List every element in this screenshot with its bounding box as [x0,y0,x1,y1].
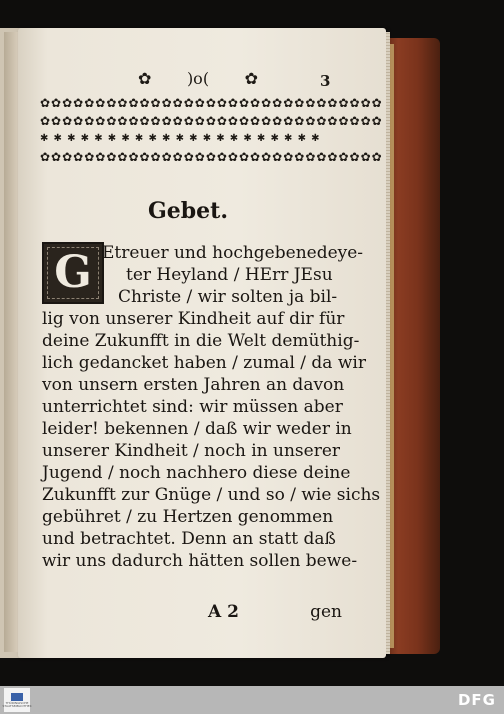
text-line: leider! bekennen / daß wir weder in [42,419,352,439]
border-row: ✿✿✿✿✿✿✿✿✿✿✿✿✿✿✿✿✿✿✿✿✿✿✿✿✿✿✿✿✿✿✿ [40,96,383,110]
viewer-footer-bar [0,686,504,714]
text-line: lich gedancket haben / zumal / da wir [42,353,366,373]
initial-letter: G [54,247,92,298]
text-line: lig von unserer Kindheit auf dir für [42,309,345,329]
decorative-border [40,96,383,182]
text-line: Jugend / noch nachhero diese deine [42,463,351,483]
dfg-logo[interactable]: DFG [457,691,496,709]
text-line: von unsern ersten Jahren an davon [42,375,345,395]
decorated-initial [42,242,104,304]
head-ornament [138,68,258,88]
text-line: gebühret / zu Hertzen genommen [42,507,334,527]
text-line: Zukunfft zur Gnüge / und so / wie sichs [42,485,381,505]
book-cover-edge [384,38,440,654]
border-row: ✿✿✿✿✿✿✿✿✿✿✿✿✿✿✿✿✿✿✿✿✿✿✿✿✿✿✿✿✿✿✿ [40,114,383,128]
border-row: ✿✿✿✿✿✿✿✿✿✿✿✿✿✿✿✿✿✿✿✿✿✿✿✿✿✿✿✿✿✿✿ [40,150,383,164]
page-number: 3 [320,72,331,90]
library-logo-mark [11,693,23,701]
signature-mark: A 2 [208,602,239,622]
text-line: deine Zukunfft in die Welt demüthig- [42,331,360,351]
text-line: unserer Kindheit / noch in unserer [42,441,341,461]
ornament-center: )o( [186,68,210,88]
library-logo-text: THÜRINGISCHE STAATSBIBLIOTHEK [2,700,32,708]
page-footer-line [42,602,342,624]
text-line: und betrachtet. Denn an statt daß [42,529,336,549]
catchword: gen [310,602,342,622]
library-logo[interactable] [4,688,30,712]
text-line: ter Heyland / HErr JEsu [126,265,333,285]
text-line: wir uns dadurch hätten sollen bewe- [42,551,358,571]
page-stack-edge [386,32,390,654]
section-title: Gebet. [148,198,228,224]
book-page [18,28,386,658]
ornament-right-flower: ✿ [244,68,258,88]
ornament-left-flower: ✿ [138,68,152,88]
text-line: unterrichtet sind: wir müssen aber [42,397,343,417]
border-row: ✱ ✱ ✱ ✱ ✱ ✱ ✱ ✱ ✱ ✱ ✱ ✱ ✱ ✱ ✱ ✱ ✱ ✱ ✱ ✱ ✱ [40,133,321,144]
text-line: Etreuer und hochgebenedeye- [102,243,364,263]
text-line: Christe / wir solten ja bil- [118,287,338,307]
